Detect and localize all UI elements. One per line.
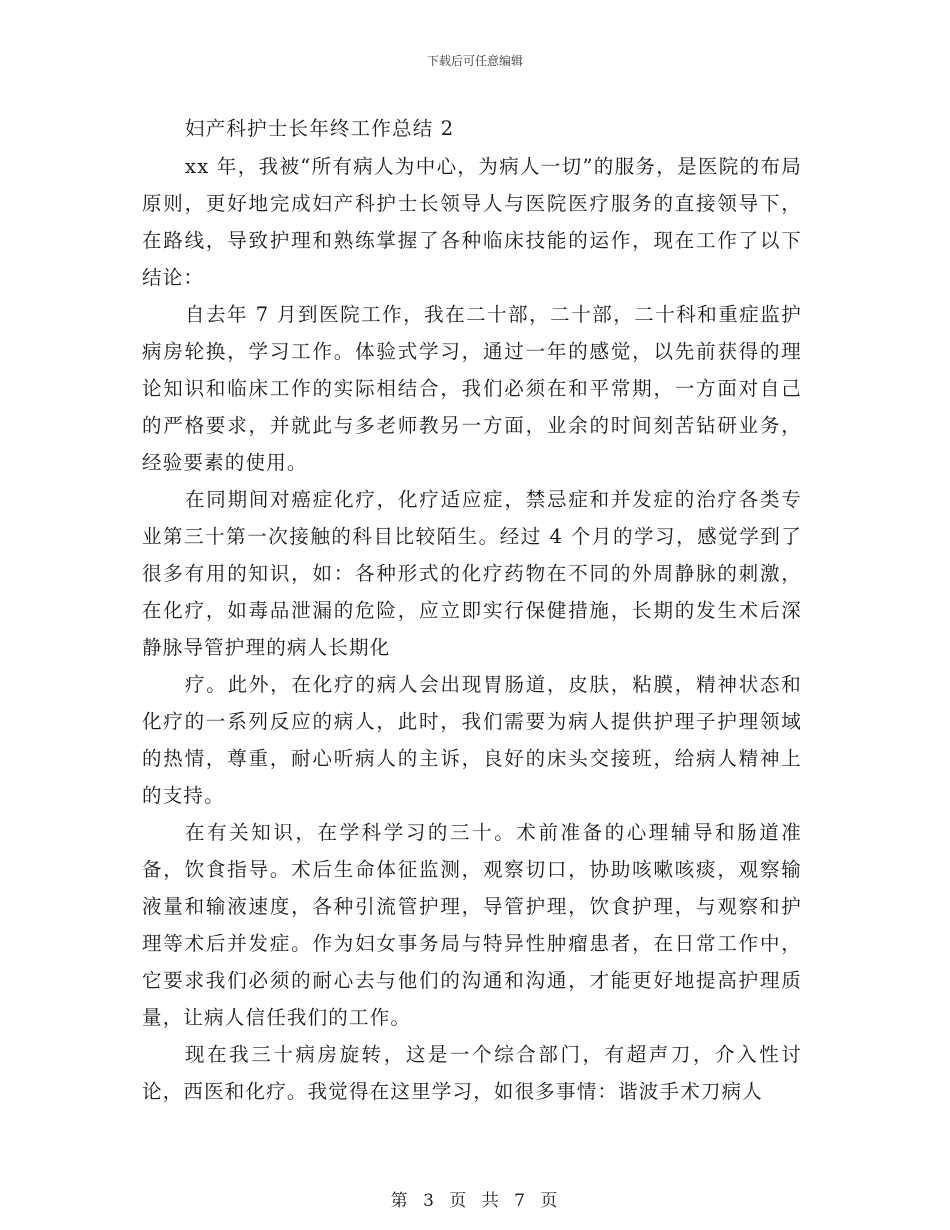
paragraph-5: 在有关知识，在学科学习的三十。术前准备的心理辅导和肠道准备，饮食指导。术后生命体征监测，观察切口，协助咳嗽咳痰，观察输液量和输液速度，各种引流管护理，导管护理，饮食护理，与观察和护理等术后并发症。作为妇女事务局与特异性肿瘤患者，在日常工作中，它要求我们必须的耐心去与他们的沟通和沟通，才能更好地提高护理质量，让病人信任我们的工作。 xyxy=(142,821,802,1029)
paragraph-4: 疗。此外，在化疗的病人会出现胃肠道，皮肤，粘膜，精神状态和化疗的一系列反应的病人，此时，我们需要为病人提供护理子护理领域的热情，尊重，耐心听病人的主诉，良好的床头交接班，给病人精神上的支持。 xyxy=(142,673,802,807)
paragraph-1: xx 年，我被“所有病人为中心，为病人一切”的服务，是医院的布局原则，更好地完成妇产科护士长领导人与医院医疗服务的直接领导下，在路线，导致护理和熟练掌握了各种临床技能的运作，现在工作了以下结论： xyxy=(142,155,802,289)
document-body xyxy=(142,110,802,1110)
paragraph-3: 在同期间对癌症化疗，化疗适应症，禁忌症和并发症的治疗各类专业第三十第一次接触的科目比较陌生。经过 4 个月的学习，感觉学到了很多有用的知识，如：各种形式的化疗药物在不同的外周静脉的刺激，在化疗，如毒品泄漏的危险，应立即实行保健措施，长期的发生术后深静脉导管护理的病人长期化 xyxy=(142,488,802,659)
document-title: 妇产科护士长年终工作总结 2 xyxy=(185,117,455,140)
page-number-footer: 第 3 页 共 7 页 xyxy=(390,1191,560,1211)
paragraph-6: 现在我三十病房旋转，这是一个综合部门，有超声刀，介入性讨论，西医和化疗。我觉得在这里学习，如很多事情：谐波手术刀病人 xyxy=(142,1043,802,1103)
page-header: 下载后可任意编辑 xyxy=(426,54,523,68)
paragraph-2: 自去年 7 月到医院工作，我在二十部，二十部，二十科和重症监护病房轮换，学习工作。体验式学习，通过一年的感觉，以先前获得的理论知识和临床工作的实际相结合，我们必须在和平常期，一方面对自己的严格要求，并就此与多老师教另一方面，业余的时间刻苦钻研业务，经验要素的使用。 xyxy=(142,303,802,474)
